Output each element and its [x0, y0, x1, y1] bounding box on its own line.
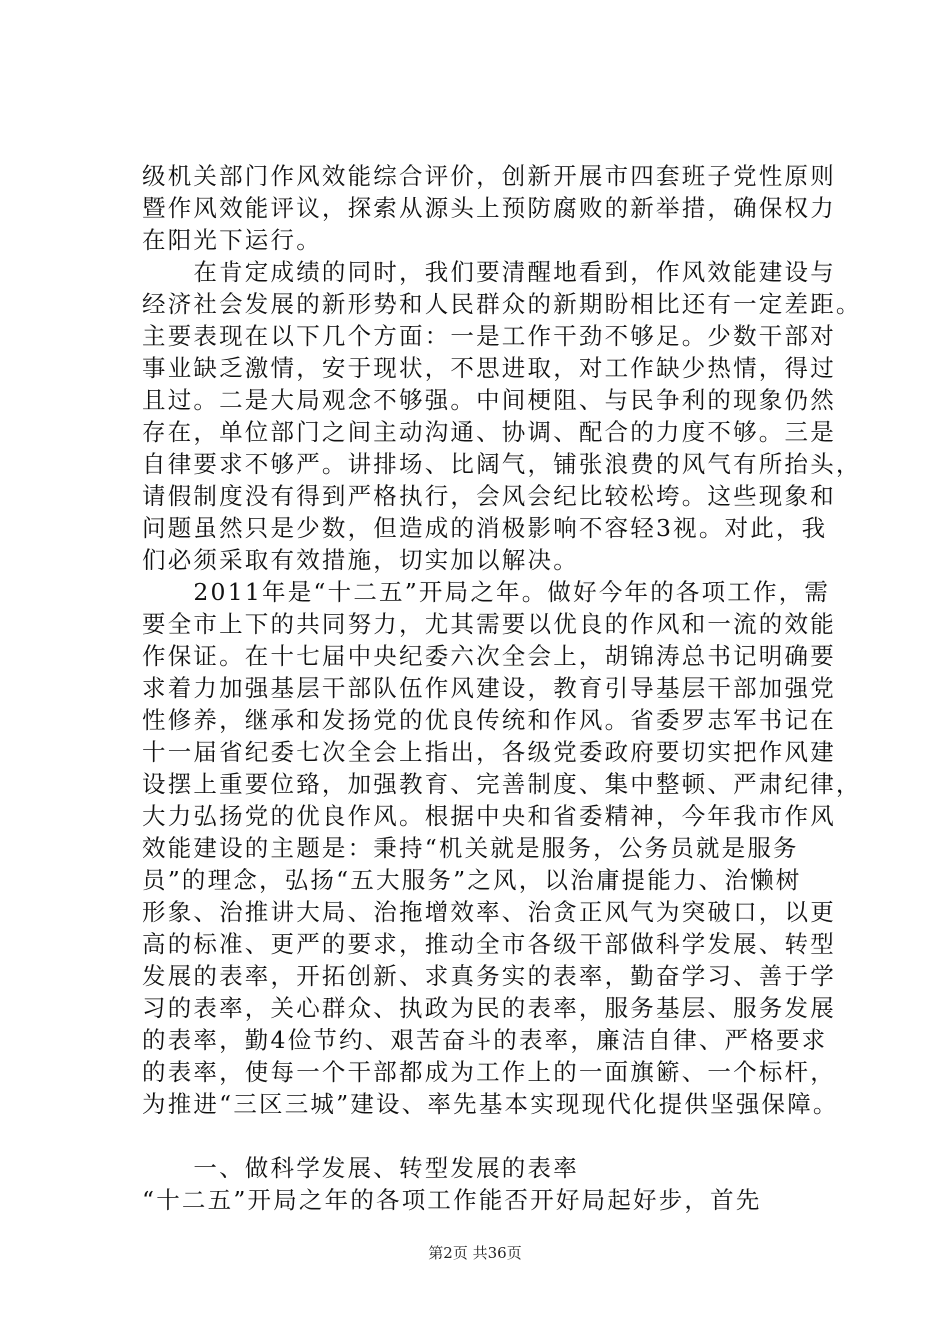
text-line: 级机关部门作风效能综合评价，创新开展市四套班子党性原则	[142, 162, 836, 190]
text-line: 的表率，使每一个干部都成为工作上的一面旗簖、一个标杆，	[142, 1058, 836, 1086]
text-line: 员”的理念，弘扬“五大服务”之风，以治庸提能力、治懒树	[142, 866, 802, 894]
text-line: 十一届省纪委七次全会上指出，各级党委政府要切实把作风建	[142, 738, 836, 766]
text-line: 大力弘扬党的优良作风。根据中央和省委精神，今年我市作风	[142, 802, 836, 830]
text-line: 为推进“三区三城”建设、率先基本实现现代化提供坚强保障。	[142, 1090, 839, 1118]
text-line: 2011年是“十二五”开局之年。做好今年的各项工作，需	[142, 578, 831, 606]
text-line: “十二五”开局之年的各项工作能否开好局起好步，首先	[142, 1186, 762, 1214]
paragraph-gap	[142, 1120, 854, 1152]
text-line: 要全市上下的共同努力，尤其需要以优良的作风和一流的效能	[142, 610, 836, 638]
text-line: 作保证。在十七届中央纪委六次全会上，胡锦涛总书记明确要	[142, 642, 836, 670]
text-line: 在阳光下运行。	[142, 226, 322, 254]
text-line: 经济社会发展的新形势和人民群众的新期盼相比还有一定差距。	[142, 290, 862, 318]
section-heading: 一、做科学发展、转型发展的表率	[142, 1154, 579, 1182]
text-line: 存在，单位部门之间主动沟通、协调、配合的力度不够。三是	[142, 418, 836, 446]
text-line: 高的标准、更严的要求，推动全市各级干部做科学发展、转型	[142, 930, 836, 958]
document-body	[142, 160, 862, 1216]
text-line: 习的表率，关心群众、执政为民的表率，服务基层、服务发展	[142, 994, 836, 1022]
text-line: 在肯定成绩的同时，我们要清醒地看到，作风效能建设与	[142, 258, 836, 286]
text-line: 性修养，继承和发扬党的优良传统和作风。省委罗志军书记在	[142, 706, 836, 734]
text-line: 自律要求不够严。讲排场、比阔气，铺张浪费的风气有所抬头，	[142, 450, 862, 478]
text-line: 且过。二是大局观念不够强。中间梗阻、与民争利的现象仍然	[142, 386, 836, 414]
text-line: 事业缺乏激情，安于现状，不思进取，对工作缺少热情，得过	[142, 354, 836, 382]
text-line: 请假制度没有得到严格执行，会风会纪比较松垮。这些现象和	[142, 482, 836, 510]
page-footer: 第2页 共36页	[428, 1244, 522, 1262]
text-line: 求着力加强基层干部队伍作风建设，教育引导基层干部加强党	[142, 674, 836, 702]
text-line: 设摆上重要位臵，加强教育、完善制度、集中整顿、严肃纪律，	[142, 770, 862, 798]
text-line: 形象、治推讲大局、治拖增效率、治贪正风气为突破口，以更	[142, 898, 836, 926]
text-line: 暨作风效能评议，探索从源头上预防腐败的新举措，确保权力	[142, 194, 836, 222]
text-line: 们必须采取有效措施，切实加以解决。	[142, 546, 579, 574]
text-line: 的表率，勤4俭节约、艰苦奋斗的表率，廉洁自律、严格要求	[142, 1026, 828, 1054]
text-line: 效能建设的主题是：秉持“机关就是服务，公务员就是服务	[142, 834, 799, 862]
text-line: 问题虽然只是少数，但造成的消极影响不容轻3视。对此，我	[142, 514, 828, 542]
text-line: 主要表现在以下几个方面：一是工作干劲不够足。少数干部对	[142, 322, 836, 350]
text-line: 发展的表率，开拓创新、求真务实的表率，勤奋学习、善于学	[142, 962, 836, 990]
